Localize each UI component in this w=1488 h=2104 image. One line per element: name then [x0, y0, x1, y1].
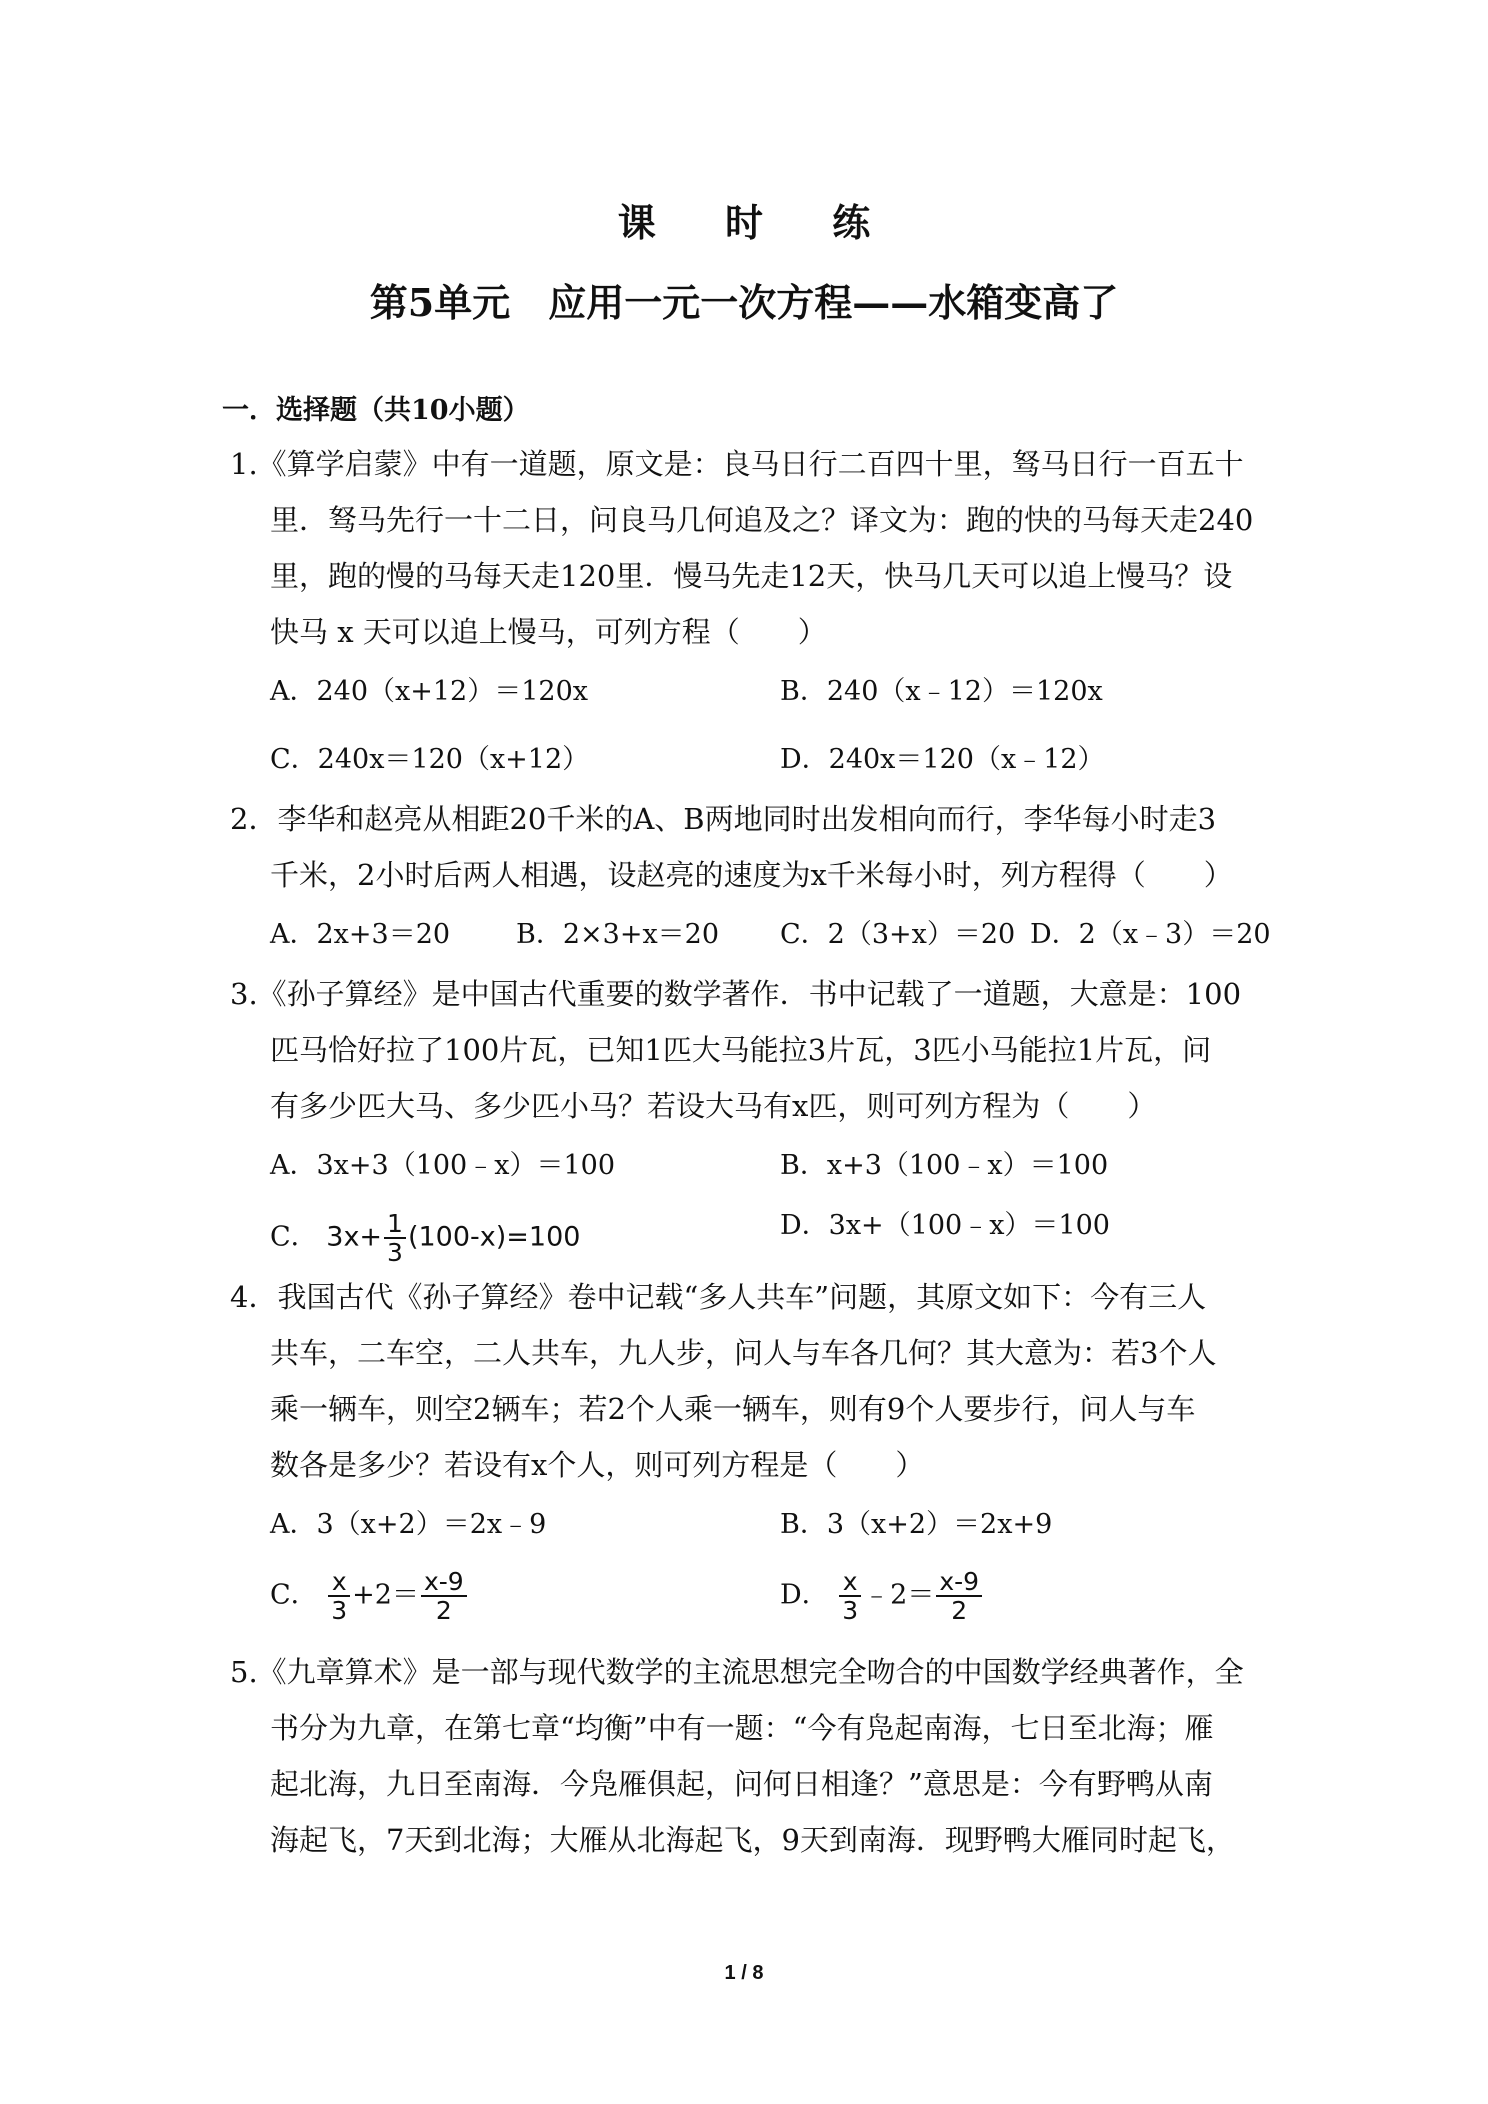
q4-line-1: 4．我国古代《孙子算经》卷中记载“多人共车”问题，其原文如下：今有三人 — [230, 1280, 1207, 1314]
q2-option-c: C．2（3+x）＝20 — [780, 919, 1016, 950]
fraction-numerator: x-9 — [936, 1568, 982, 1597]
q4-option-c-label: C． — [270, 1579, 318, 1611]
q4-option-b: B．3（x+2）＝2x+9 — [780, 1509, 1053, 1540]
fraction-numerator: x-9 — [421, 1568, 467, 1597]
q2-option-d: D．2（x﹣3）＝20 — [1030, 919, 1271, 950]
q4-line-2: 共车，二车空，二人共车，九人步，问人与车各几何？其大意为：若3个人 — [270, 1336, 1217, 1370]
q5-line-1: 5.《九章算术》是一部与现代数学的主流思想完全吻合的中国数学经典著作，全 — [230, 1655, 1244, 1689]
q1-option-d: D．240x＝120（x﹣12） — [780, 744, 1105, 775]
section-heading: 一．选择题（共10小题） — [222, 395, 530, 426]
q2-line-2: 千米，2小时后两人相遇，设赵亮的速度为x千米每小时，列方程得（ ） — [270, 858, 1233, 892]
q2-option-a: A．2x+3＝20 — [270, 919, 451, 950]
q4-option-c — [270, 1568, 469, 1624]
fraction-numerator: x — [839, 1568, 861, 1597]
q3-option-d: D．3x+（100﹣x）＝100 — [780, 1210, 1110, 1241]
q2-line-1: 2．李华和赵亮从相距20千米的A、B两地同时出发相向而行，李华每小时走3 — [230, 802, 1217, 836]
fraction-numerator: 1 — [384, 1210, 406, 1239]
q4-option-d — [780, 1568, 984, 1624]
fraction-denominator: 2 — [435, 1596, 452, 1625]
fraction-denominator: 2 — [951, 1596, 968, 1625]
q4-option-d-label: D． — [780, 1579, 829, 1611]
q1-line-4: 快马 x 天可以追上慢马，可列方程（ ） — [270, 615, 827, 649]
q3-line-1: 3.《孙子算经》是中国古代重要的数学著作．书中记载了一道题，大意是：100 — [230, 977, 1242, 1011]
q3-option-c-post: (100-x)=100 — [407, 1221, 581, 1253]
q4-option-d-fraction-2 — [936, 1568, 982, 1624]
q3-option-a: A．3x+3（100﹣x）＝100 — [270, 1150, 616, 1181]
q1-line-1: 1.《算学启蒙》中有一道题，原文是：良马日行二百四十里，驽马日行一百五十 — [230, 447, 1244, 481]
q4-option-d-mid: ﹣2＝ — [863, 1579, 935, 1611]
q1-line-3: 里，跑的慢的马每天走120里．慢马先走12天，快马几天可以追上慢马？设 — [270, 559, 1233, 593]
q4-line-3: 乘一辆车，则空2辆车；若2个人乘一辆车，则有9个人要步行，问人与车 — [270, 1392, 1196, 1426]
q4-option-c-fraction-2 — [421, 1568, 467, 1624]
q1-option-a: A．240（x+12）＝120x — [270, 676, 589, 707]
fraction-denominator: 3 — [842, 1596, 859, 1625]
q3-line-2: 匹马恰好拉了100片瓦，已知1匹大马能拉3片瓦，3匹小马能拉1片瓦，问 — [270, 1033, 1212, 1067]
q3-option-c-fraction — [384, 1210, 406, 1266]
q2-option-b: B．2×3+x＝20 — [516, 919, 720, 950]
q5-line-2: 书分为九章，在第七章“均衡”中有一题：“今有凫起南海，七日至北海；雁 — [270, 1711, 1214, 1745]
q4-line-4: 数各是多少？若设有x个人，则可列方程是（ ） — [270, 1448, 925, 1482]
q4-option-a: A．3（x+2）＝2x﹣9 — [270, 1509, 547, 1540]
q5-line-4: 海起飞，7天到北海；大雁从北海起飞，9天到南海．现野鸭大雁同时起飞， — [270, 1823, 1235, 1857]
q1-option-b: B．240（x﹣12）＝120x — [780, 676, 1103, 707]
fraction-denominator: 3 — [387, 1238, 403, 1267]
q4-option-d-fraction-1 — [839, 1568, 861, 1624]
q3-line-3: 有多少匹大马、多少匹小马？若设大马有x匹，则可列方程为（ ） — [270, 1089, 1157, 1123]
q3-option-c-pre: 3x+ — [326, 1221, 383, 1253]
fraction-numerator: x — [328, 1568, 350, 1597]
q1-option-c: C．240x＝120（x+12） — [270, 744, 590, 775]
page-number: 1 / 8 — [724, 1962, 764, 1984]
page-title: 课 时 练 — [617, 200, 899, 245]
q3-option-c — [270, 1210, 580, 1266]
page-subtitle: 第5单元 应用一元一次方程——水箱变高了 — [369, 280, 1119, 325]
q3-option-c-label: C． — [270, 1221, 318, 1253]
q3-option-b: B．x+3（100﹣x）＝100 — [780, 1150, 1109, 1181]
q1-line-2: 里．驽马先行一十二日，问良马几何追及之？译文为：跑的快的马每天走240 — [270, 503, 1254, 537]
q4-option-c-mid: +2＝ — [352, 1579, 419, 1611]
q4-option-c-fraction-1 — [328, 1568, 350, 1624]
fraction-denominator: 3 — [331, 1596, 348, 1625]
q5-line-3: 起北海，九日至南海．今凫雁俱起，问何日相逢？”意思是：今有野鸭从南 — [270, 1767, 1213, 1801]
